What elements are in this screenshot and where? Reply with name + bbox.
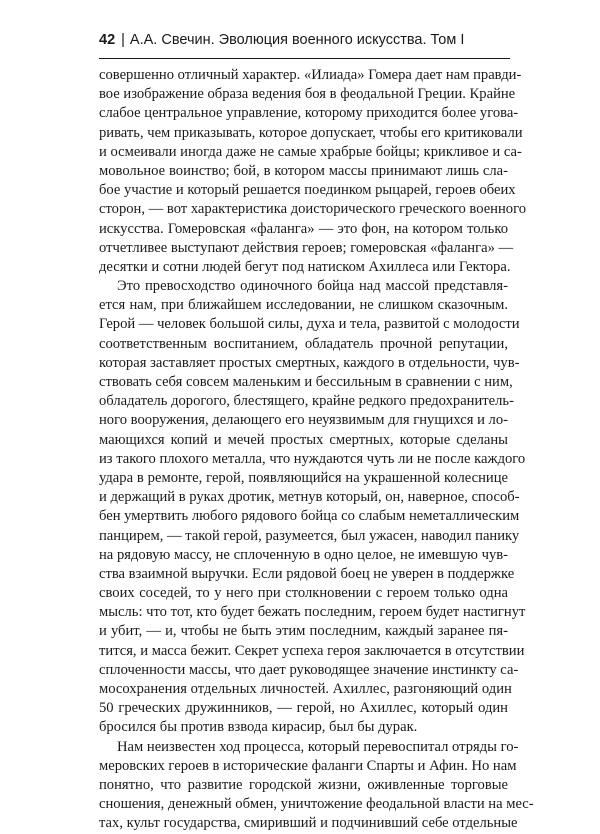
text-line: из такого плохого металла, что нуждаются чуть ли не после каждого [99, 450, 526, 467]
text-line: обладатель дорогого, блестящего, крайне редкого предохранитель- [99, 393, 514, 410]
text-line: понятно, что развитие городской жизни, оживленные торговые [99, 776, 508, 793]
book-title: А.А. Свечин. Эволюция военного искусства. Том I [129, 32, 465, 48]
text-line: и держащий в руках дротик, метнув который, он, наверное, способ- [99, 489, 520, 506]
paragraph [99, 738, 534, 834]
text-line: и убит, — и, чтобы не быть этим последним, каждый заранее пя- [99, 623, 508, 640]
paragraph [99, 66, 527, 277]
text-line: ется нам, при ближайшем исследовании, не слишком сказочным. [99, 297, 508, 314]
text-line: сторон, — вот характеристика доисторического греческого военного [99, 201, 527, 218]
text-line: сплоченности массы, что дает руководящее значение инстинкту са- [99, 661, 519, 678]
text-line: Нам неизвестен ход процесса, который перевоспитал отряды го- [117, 738, 519, 755]
text-line: десятки и сотни людей бегут под натиском Ахиллеса или Гектора. [99, 258, 511, 275]
text-line: слабое центральное управление, которому приходится более угова- [99, 105, 519, 122]
text-line: меровских героев в исторические фаланги Спарты и Афин. Но нам [99, 757, 517, 774]
paragraph [99, 277, 526, 738]
text-line: 50 греческих дружинников, — герой, но Ахиллес, который один [99, 700, 508, 717]
text-line: отчетливее выступают действия героев; гомеровская «фаланга» — [99, 239, 514, 256]
text-line: вое изображение образа ведения боя в феодальной Греции. Крайне [99, 86, 516, 103]
text-line: искусства. Гомеровская «фаланга» — это фон, на котором только [99, 220, 508, 237]
text-line: своих соседей, то у него при столкновении с героем только одна [99, 585, 508, 602]
text-line: Герой — человек большой силы, духа и тела, развитой с молодости [99, 316, 520, 333]
text-line: ствовать себя совсем маленьким и бессильным в сравнении с ним, [99, 374, 513, 390]
header-separator: | [121, 32, 125, 48]
text-line: бое участие и который решается поединком рыцарей, героев обеих [99, 182, 516, 199]
text-line: бен умертвить любого рядового бойца со слабым неметаллическим [99, 508, 520, 525]
text-line: сношения, денежный обмен, уничтожение феодальной власти на мес- [99, 796, 534, 813]
text-line: Это превосходство одиночного бойца над массой представля- [117, 278, 508, 295]
text-line: тах, культ государства, смиривший и подчинивший себе отдельные [99, 815, 518, 832]
text-line: и осмеивали иногда даже не самые храбрые бойцы; крикливое и са- [99, 143, 522, 160]
text-line: мающихся копий и мечей простых смертных, которые сделаны [99, 431, 508, 448]
text-line: ства взаимной выручки. Если рядовой боец не уверен в поддержке [99, 565, 515, 582]
text-line: ривать, чем приказывать, которое допускает, чтобы его критиковали [99, 124, 523, 141]
text-line: совершенно отличный характер. «Илиада» Гомера дает нам правди- [99, 67, 522, 83]
running-head [99, 22, 510, 59]
text-line: на рядовую массу, не сплоченную в одно целое, не имевшую чув- [99, 546, 508, 563]
text-line: мосохранения отдельных личностей. Ахиллес, разгоняющий один [99, 681, 512, 697]
text-line: которая заставляет простых смертных, каждого в отдельности, чув- [99, 354, 520, 371]
text-line: бросился бы против взвода кирасир, был бы дурак. [99, 719, 418, 736]
text-line: удара в ремонте, герой, появляющийся на украшенной колеснице [99, 469, 508, 486]
text-line: мовольное воинство; бой, в котором массы принимают лишь сла- [99, 162, 508, 179]
text-line: ного вооружения, делающего его неуязвимым для гнущихся и ло- [99, 412, 508, 429]
text-line: тится, и масса бежит. Секрет успеха героя заключается в отсутствии [99, 642, 525, 659]
text-line: мысль: что тот, кто будет бежать последним, героем будет настигнут [99, 604, 526, 621]
text-line: панцирем, — такой герой, разумеется, был ужасен, наводил панику [99, 527, 520, 544]
page-number: 42 [99, 32, 116, 48]
body-text [99, 66, 534, 834]
text-line: соответственным воспитанием, обладатель прочной репутации, [99, 335, 508, 352]
